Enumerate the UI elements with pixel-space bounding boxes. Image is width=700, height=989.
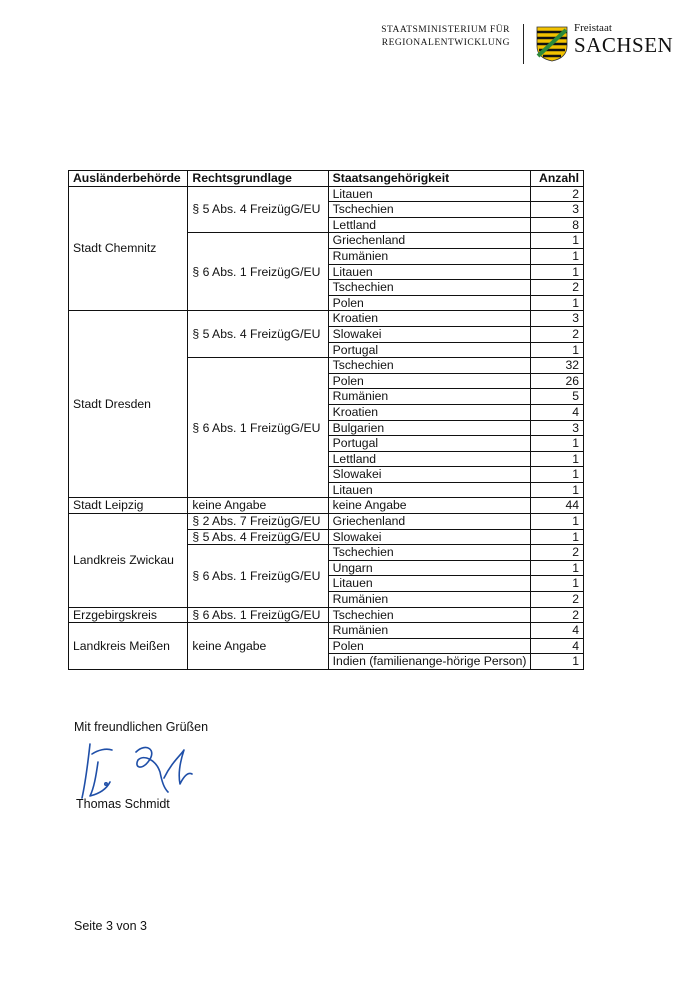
nationality-cell: Polen — [328, 638, 531, 654]
count-cell: 1 — [531, 576, 584, 592]
header-nationality: Staatsangehörigkeit — [328, 171, 531, 187]
page-number: Seite 3 von 3 — [74, 919, 147, 933]
legal-basis-cell: § 6 Abs. 1 FreizügG/EU — [188, 607, 328, 623]
nationality-cell: Rumänien — [328, 623, 531, 639]
count-cell: 1 — [531, 514, 584, 530]
legal-basis-cell: § 5 Abs. 4 FreizügG/EU — [188, 186, 328, 233]
count-cell: 1 — [531, 342, 584, 358]
saxony-coat-of-arms-icon — [536, 26, 568, 62]
table-header-row — [69, 171, 584, 187]
count-cell: 1 — [531, 654, 584, 670]
nationality-cell: Tschechien — [328, 202, 531, 218]
legal-basis-cell: keine Angabe — [188, 623, 328, 670]
count-cell: 1 — [531, 467, 584, 483]
count-cell: 1 — [531, 451, 584, 467]
header-authority: Ausländerbehörde — [69, 171, 188, 187]
nationality-cell: Litauen — [328, 186, 531, 202]
statistics-table — [68, 170, 584, 670]
count-cell: 2 — [531, 607, 584, 623]
count-cell: 4 — [531, 404, 584, 420]
count-cell: 2 — [531, 545, 584, 561]
authority-cell: Erzgebirgskreis — [69, 607, 188, 623]
count-cell: 3 — [531, 311, 584, 327]
table-row — [69, 186, 584, 202]
count-cell: 1 — [531, 482, 584, 498]
nationality-cell: Litauen — [328, 482, 531, 498]
legal-basis-cell: § 6 Abs. 1 FreizügG/EU — [188, 233, 328, 311]
legal-basis-cell: § 6 Abs. 1 FreizügG/EU — [188, 358, 328, 498]
count-cell: 3 — [531, 202, 584, 218]
header-count: Anzahl — [531, 171, 584, 187]
legal-basis-cell: § 5 Abs. 4 FreizügG/EU — [188, 311, 328, 358]
count-cell: 2 — [531, 326, 584, 342]
nationality-cell: Portugal — [328, 342, 531, 358]
nationality-cell: Polen — [328, 373, 531, 389]
count-cell: 2 — [531, 186, 584, 202]
table-row — [69, 623, 584, 639]
nationality-cell: Tschechien — [328, 358, 531, 374]
brand-wordmark — [574, 22, 673, 56]
count-cell: 1 — [531, 436, 584, 452]
table-row — [69, 607, 584, 623]
count-cell: 1 — [531, 529, 584, 545]
nationality-cell: Bulgarien — [328, 420, 531, 436]
table-row — [69, 514, 584, 530]
count-cell: 32 — [531, 358, 584, 374]
nationality-cell: Litauen — [328, 264, 531, 280]
nationality-cell: Rumänien — [328, 592, 531, 608]
count-cell: 2 — [531, 280, 584, 296]
ministry-line-1: STAATSMINISTERIUM FÜR — [381, 25, 510, 35]
table-row — [69, 498, 584, 514]
nationality-cell: Slowakei — [328, 326, 531, 342]
nationality-cell: Indien (familienange-hörige Person) — [328, 654, 531, 670]
nationality-cell: Griechenland — [328, 514, 531, 530]
authority-cell: Stadt Dresden — [69, 311, 188, 498]
count-cell: 4 — [531, 623, 584, 639]
nationality-cell: Griechenland — [328, 233, 531, 249]
authority-cell: Landkreis Zwickau — [69, 514, 188, 608]
nationality-cell: Polen — [328, 295, 531, 311]
count-cell: 1 — [531, 248, 584, 264]
ministry-line-2: REGIONALENTWICKLUNG — [381, 38, 510, 48]
count-cell: 1 — [531, 264, 584, 280]
authority-cell: Stadt Leipzig — [69, 498, 188, 514]
legal-basis-cell: § 5 Abs. 4 FreizügG/EU — [188, 529, 328, 545]
count-cell: 26 — [531, 373, 584, 389]
count-cell: 44 — [531, 498, 584, 514]
handwritten-signature — [76, 732, 216, 802]
count-cell: 1 — [531, 295, 584, 311]
ministry-name — [370, 24, 510, 50]
nationality-cell: Rumänien — [328, 389, 531, 405]
nationality-cell: Slowakei — [328, 467, 531, 483]
brand-small: Freistaat — [574, 22, 612, 34]
count-cell: 5 — [531, 389, 584, 405]
count-cell: 4 — [531, 638, 584, 654]
nationality-cell: Lettland — [328, 217, 531, 233]
letterhead — [0, 20, 700, 70]
count-cell: 8 — [531, 217, 584, 233]
nationality-cell: Rumänien — [328, 248, 531, 264]
nationality-cell: Portugal — [328, 436, 531, 452]
authority-cell: Landkreis Meißen — [69, 623, 188, 670]
nationality-cell: keine Angabe — [328, 498, 531, 514]
closing-phrase: Mit freundlichen Grüßen — [74, 720, 209, 734]
authority-cell: Stadt Chemnitz — [69, 186, 188, 311]
legal-basis-cell: § 2 Abs. 7 FreizügG/EU — [188, 514, 328, 530]
legal-basis-cell: keine Angabe — [188, 498, 328, 514]
header-legal-basis: Rechtsgrundlage — [188, 171, 328, 187]
nationality-cell: Kroatien — [328, 404, 531, 420]
header-divider — [523, 24, 524, 64]
count-cell: 1 — [531, 560, 584, 576]
nationality-cell: Litauen — [328, 576, 531, 592]
legal-basis-cell: § 6 Abs. 1 FreizügG/EU — [188, 545, 328, 607]
nationality-cell: Ungarn — [328, 560, 531, 576]
nationality-cell: Slowakei — [328, 529, 531, 545]
nationality-cell: Tschechien — [328, 545, 531, 561]
nationality-cell: Kroatien — [328, 311, 531, 327]
brand-large: SACHSEN — [574, 33, 674, 57]
nationality-cell: Tschechien — [328, 607, 531, 623]
count-cell: 1 — [531, 233, 584, 249]
nationality-cell: Lettland — [328, 451, 531, 467]
signer-name: Thomas Schmidt — [76, 797, 170, 811]
table-row — [69, 311, 584, 327]
count-cell: 3 — [531, 420, 584, 436]
count-cell: 2 — [531, 592, 584, 608]
nationality-cell: Tschechien — [328, 280, 531, 296]
